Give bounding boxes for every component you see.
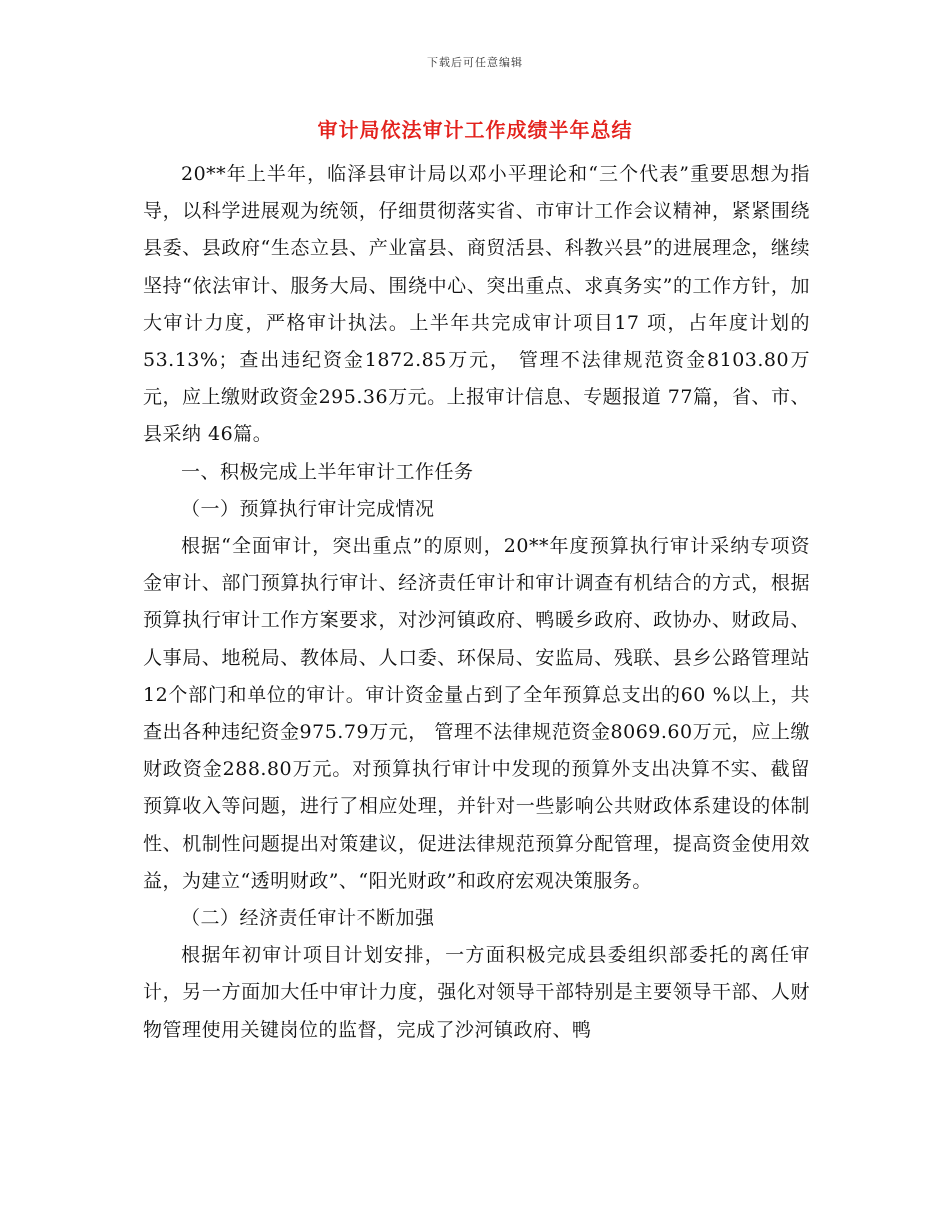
- document-title: 审计局依法审计工作成绩半年总结: [317, 118, 633, 142]
- header-note: 下载后可任意编辑: [427, 56, 523, 69]
- paragraph-budget-audit: 根据“全面审计，突出重点”的原则，20**年度预算执行审计采纳专项资金审计、部门预算执行审计、经济责任审计和审计调查有机结合的方式，根据预算执行审计工作方案要求，对沙河镇政府、鸭暖乡政府、政协办、财政局、人事局、地税局、教体局、人口委、环保局、安监局、残联、县乡公路管理站12个部门和单位的审计。审计资金量占到了全年预算总支出的60 %以上，共查出各种违纪资金975.79万元， 管理不法律规范资金8069.60万元，应上缴财政资金288.80万元。对预算执行审计中发现的预算外支出决算不实、截留预算收入等问题，进行了相应处理，并针对一些影响公共财政体系建设的体制性、机制性问题提出对策建议，促进法律规范预算分配管理，提高资金使用效益，为建立“透明财政”、“阳光财政”和政府宏观决策服务。: [143, 535, 810, 892]
- paragraph-intro: 20**年上半年，临泽县审计局以邓小平理论和“三个代表”重要思想为指导，以科学进展观为统领，仔细贯彻落实省、市审计工作会议精神，紧紧围绕县委、县政府“生态立县、产业富县、商贸活县、科教兴县”的进展理念，继续坚持“依法审计、服务大局、围绕中心、突出重点、求真务实”的工作方针，加大审计力度，严格审计执法。上半年共完成审计项目17 项，占年度计划的53.13%；查出违纪资金1872.85万元， 管理不法律规范资金8103.80万元，应上缴财政资金295.36万元。上报审计信息、专题报道 77篇，省、市、县采纳 46篇。: [143, 163, 810, 446]
- document-body: [143, 156, 810, 1049]
- section-heading-1: 一、积极完成上半年审计工作任务: [181, 460, 474, 483]
- subsection-heading-2: （二）经济责任审计不断加强: [181, 907, 435, 930]
- subsection-heading-1: （一）预算执行审计完成情况: [181, 497, 435, 520]
- paragraph-economic-audit: 根据年初审计项目计划安排，一方面积极完成县委组织部委托的离任审计，另一方面加大任中审计力度，强化对领导干部特别是主要领导干部、人财物管理使用关键岗位的监督，完成了沙河镇政府、鸭: [143, 944, 810, 1041]
